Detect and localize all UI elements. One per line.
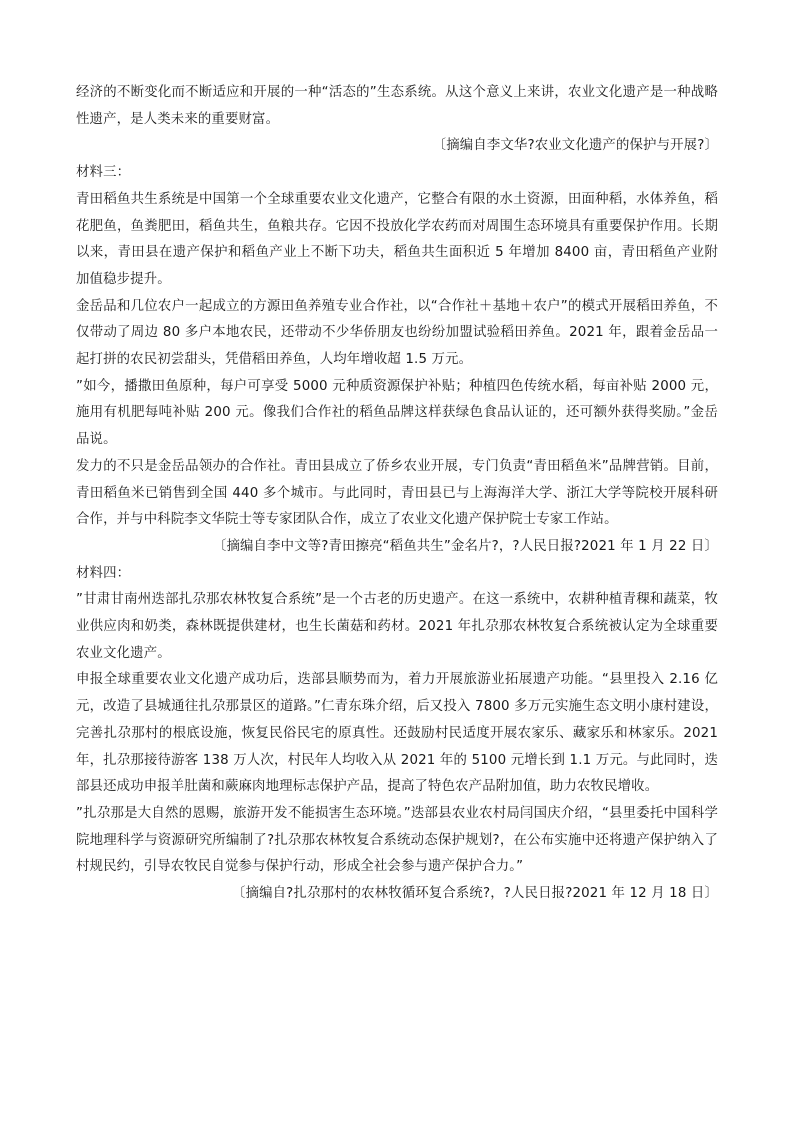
paragraph-continued: 经济的不断变化而不断适应和开展的一种“活态的”生态系统。从这个意义上来讲，农业文化遗产是一种战略性遗产，是人类未来的重要财富。	[76, 85, 718, 127]
paragraph-brand-marketing: 发力的不只是金岳品领办的合作社。青田县成立了侨乡农业开展，专门负责“青田稻鱼米”品牌营销。目前，青田稻鱼米已销售到全国 440 多个城市。与此同时，青田县已与上海海洋大学、浙江大学等院校开展科研合作，并与中科院李文华院士等专家团队合作，成立了农业文化遗产保护院士专家工作站。	[76, 458, 718, 528]
paragraph-zhagana-system: ”甘肃甘南州迭部扎尕那农林牧复合系统”是一个古老的历史遗产。在这一系统中，农耕种植青稞和蔬菜，牧业供应肉和奶类，森林既提供建材，也生长菌菇和药材。2021 年扎尕那农林牧复合系统被认定为全球重要农业文化遗产。	[76, 592, 718, 661]
section-heading-material-3: 材料三：	[76, 165, 131, 181]
paragraph-qingtian-system: 青田稻鱼共生系统是中国第一个全球重要农业文化遗产，它整合有限的水土资源，田面种稻，水体养鱼，稻花肥鱼，鱼粪肥田，稻鱼共生，鱼粮共存。它因不投放化学农药而对周围生态环境具有重要保护作用。长期以来，青田县在遗产保护和稻鱼产业上不断下功夫，稻鱼共生面积近 5 年增加 8400 亩，青田稻鱼产业附加值稳步提升。	[76, 191, 718, 287]
paragraph-cooperative: 金岳品和几位农户一起成立的方源田鱼养殖专业合作社，以“合作社＋基地＋农户”的模式开展稻田养鱼，不仅带动了周边 80 多户本地农民，还带动不少华侨朋友也纷纷加盟试验稻田养鱼。2021 年，跟着金岳品一起打拼的农民初尝甜头，凭借稻田养鱼，人均年增收超 1.5 万元。	[76, 298, 718, 368]
source-citation-material-4: 〔摘编自?扎尕那村的农林牧循环复合系统?，?人民日报?2021 年 12 月 18 日〕	[231, 886, 718, 902]
source-citation-material-3: 〔摘编自李中文等?青田擦亮“稻鱼共生”金名片?，?人民日报?2021 年 1 月 22 日〕	[212, 538, 718, 554]
article-body	[76, 80, 718, 908]
source-citation-material-2: 〔摘编自李文华?农业文化遗产的保护与开展?〕	[432, 138, 718, 154]
paragraph-protection-plan: ”扎尕那是大自然的恩赐，旅游开发不能损害生态环境。”迭部县农业农村局闫国庆介绍，“县里委托中国科学院地理科学与资源研究所编制了?扎尕那农林牧复合系统动态保护规划?，在公布实施中还将遗产保护纳入了村规民约，引导农牧民自觉参与保护行动，形成全社会参与遗产保护合力。”	[76, 805, 718, 875]
section-heading-material-4: 材料四：	[76, 565, 131, 581]
paragraph-tourism: 申报全球重要农业文化遗产成功后，迭部县顺势而为，着力开展旅游业拓展遗产功能。“县里投入 2.16 亿元，改造了县城通往扎尕那景区的道路。”仁青东珠介绍，后又投入 7800 多万元实施生态文明小康村建设，完善扎尕那村的根底设施，恢复民俗民宅的原真性。还鼓励村民适度开展农家乐、藏家乐和林家乐。2021 年，扎尕那接待游客 138 万人次，村民年人均收入从 2021 年的 5100 元增长到 1.1 万元。与此同时，迭部县还成功申报羊肚菌和蕨麻肉地理标志保护产品，提高了特色农产品附加值，助力农牧民增收。	[76, 672, 718, 795]
paragraph-subsidy-quote: ”如今，播撒田鱼原种，每户可享受 5000 元种质资源保护补贴；种植四色传统水稻，每亩补贴 2000 元，施用有机肥每吨补贴 200 元。像我们合作社的稻鱼品牌这样获绿色食品认证的，还可额外获得奖励。”金岳品说。	[76, 378, 718, 448]
